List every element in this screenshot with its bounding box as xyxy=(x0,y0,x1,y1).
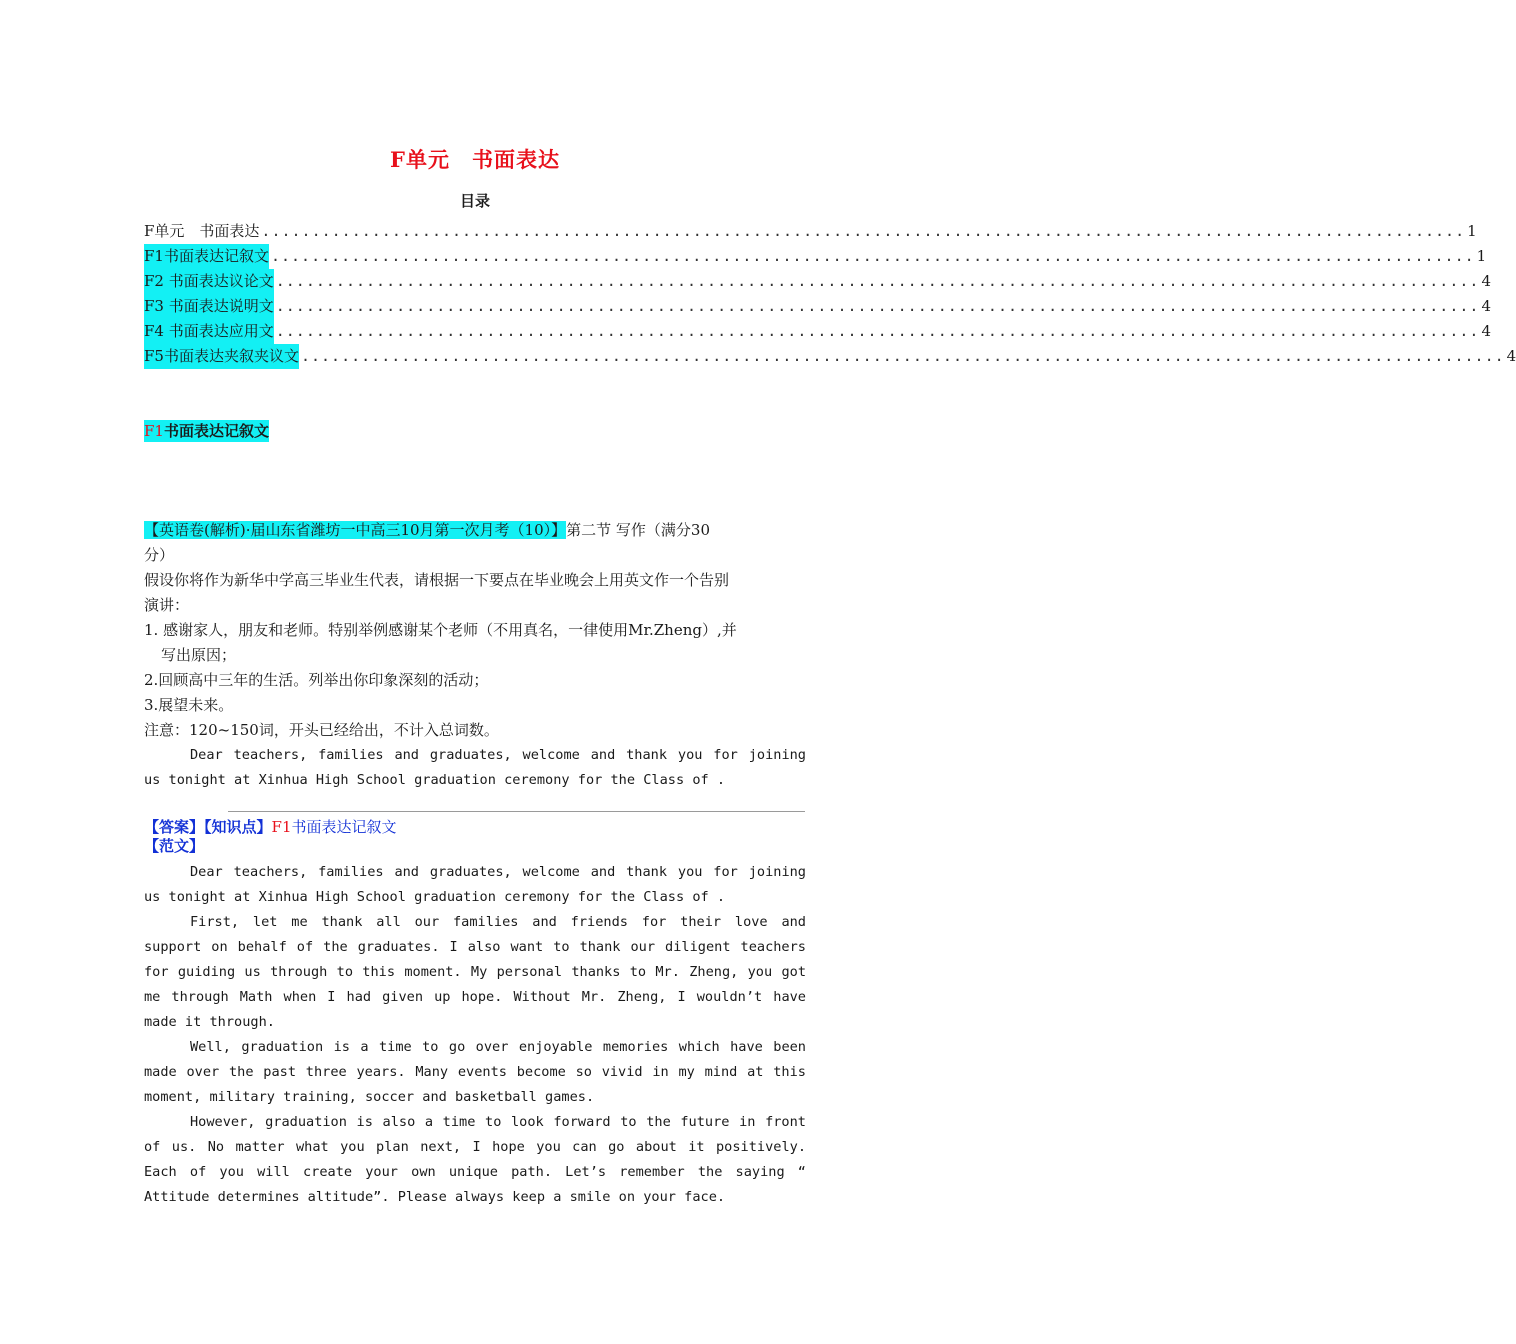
toc-dot-leader: ........................................................................................................................ xyxy=(275,272,1480,290)
toc-entry[interactable] xyxy=(144,294,1491,319)
question-header xyxy=(144,518,806,543)
section-code: F1 xyxy=(144,422,164,440)
essay-line: support on behalf of the graduates. I also want to thank our diligent teachers xyxy=(144,939,806,955)
toc-entry-page: 4 xyxy=(1481,272,1491,290)
essay-line: First, let me thank all our families and friends for their love and xyxy=(190,914,806,930)
question-point-3: 3.展望未来。 xyxy=(144,696,234,714)
question-point-1-wrap: 写出原因； xyxy=(161,646,237,664)
essay-line: me through Math when I had given up hope. Without Mr. Zheng, I wouldn’t have xyxy=(144,989,806,1005)
toc-entry-page: 1 xyxy=(1476,247,1487,265)
question-start-line: us tonight at Xinhua High School graduation ceremony for the Class of . xyxy=(144,772,726,788)
toc-entry-page: 4 xyxy=(1481,322,1491,340)
toc-dot-leader: ........................................................................................................................ xyxy=(270,247,1475,265)
toc-entry-label: F单元 书面表达 xyxy=(144,222,260,240)
toc-entry-page: 4 xyxy=(1506,347,1516,365)
essay-line: Attitude determines altitude”. Please always keep a smile on your face. xyxy=(144,1189,726,1205)
essay-body xyxy=(144,860,806,1210)
essay-line: for guiding us through to this moment. My personal thanks to Mr. Zheng, you got xyxy=(144,964,806,980)
toc-entry-label: F4 书面表达应用文 xyxy=(144,319,274,344)
toc-dot-leader: ........................................................................................................................ xyxy=(261,222,1466,240)
question-source: 【英语卷(解析)·届山东省潍坊一中高三10月第一次月考（10）】 xyxy=(144,521,567,539)
question-intro-wrap: 演讲： xyxy=(144,596,190,614)
page-title: F单元 书面表达 xyxy=(390,147,560,172)
answer-block xyxy=(144,818,806,1210)
answer-tags xyxy=(144,818,806,837)
toc-entry-label: F2 书面表达议论文 xyxy=(144,269,274,294)
toc-dot-leader: ........................................................................................................................ xyxy=(275,322,1480,340)
knowledge-text: 书面表达记叙文 xyxy=(291,818,397,836)
question-point-2: 2.回顾高中三年的生活。列举出你印象深刻的活动； xyxy=(144,671,489,689)
knowledge-tag: 【知识点】 xyxy=(204,818,272,836)
toc-entry-label: F3 书面表达说明文 xyxy=(144,294,274,319)
section-title: 书面表达记叙文 xyxy=(163,422,269,440)
question-intro: 假设你将作为新华中学高三毕业生代表，请根据一下要点在毕业晚会上用英文作一个告别 xyxy=(144,571,730,589)
question-header-rest: 第二节 写作（满分30 xyxy=(566,521,711,539)
essay-tag: 【范文】 xyxy=(144,837,205,855)
table-of-contents xyxy=(144,219,1516,369)
essay-line: Each of you will create your own unique path. Let’s remember the saying “ xyxy=(144,1164,806,1180)
toc-dot-leader: ........................................................................................................................ xyxy=(300,347,1505,365)
toc-entry[interactable] xyxy=(144,269,1491,294)
toc-entry-label: F5书面表达夹叙夹议文 xyxy=(144,344,299,369)
toc-entry-page: 4 xyxy=(1481,297,1491,315)
toc-heading: 目录 xyxy=(459,192,490,210)
question-start-line: Dear teachers, families and graduates, welcome and thank you for joining xyxy=(190,747,806,763)
divider xyxy=(228,811,805,812)
toc-entry[interactable] xyxy=(144,319,1491,344)
essay-tag-line xyxy=(144,837,806,856)
section-heading xyxy=(144,420,269,442)
answer-tag: 【答案】 xyxy=(144,818,205,836)
essay-line: Dear teachers, families and graduates, welcome and thank you for joining xyxy=(190,864,806,880)
question-header-wrap: 分） xyxy=(144,546,175,564)
toc-entry-page: 1 xyxy=(1467,222,1477,240)
essay-line: made over the past three years. Many events become so vivid in my mind at this xyxy=(144,1064,806,1080)
essay-line: Well, graduation is a time to go over enjoyable memories which have been xyxy=(190,1039,806,1055)
question-block xyxy=(144,518,806,793)
toc-entry[interactable] xyxy=(144,244,1487,269)
essay-line: made it through. xyxy=(144,1014,275,1030)
question-note: 注意：120~150词，开头已经给出，不计入总词数。 xyxy=(144,721,499,739)
toc-dot-leader: ........................................................................................................................ xyxy=(275,297,1480,315)
toc-entry[interactable] xyxy=(144,219,1477,244)
essay-line: of us. No matter what you plan next, I hope you can go about it positively. xyxy=(144,1139,806,1155)
essay-line: us tonight at Xinhua High School graduation ceremony for the Class of . xyxy=(144,889,726,905)
toc-entry[interactable] xyxy=(144,344,1516,369)
essay-line: However, graduation is also a time to look forward to the future in front xyxy=(190,1114,806,1130)
toc-entry-label: F1书面表达记叙文 xyxy=(144,244,269,269)
knowledge-code: F1 xyxy=(271,818,292,836)
essay-line: moment, military training, soccer and basketball games. xyxy=(144,1089,595,1105)
question-point-1: 1. 感谢家人，朋友和老师。特别举例感谢某个老师（不用真名，一律使用Mr.Zheng）,并 xyxy=(144,621,737,639)
